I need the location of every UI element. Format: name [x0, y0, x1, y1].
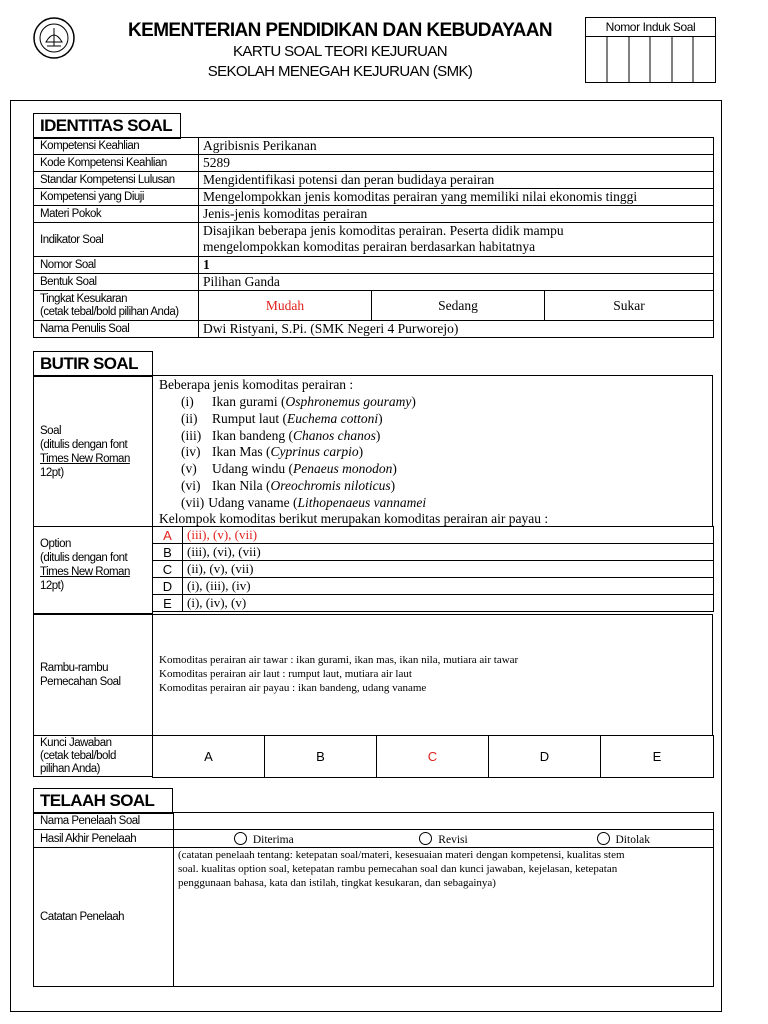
label-kompetensi-diuji: Kompetensi yang Diuji — [34, 189, 199, 206]
label-standar-kompetensi: Standar Kompetensi Lulusan — [34, 172, 199, 189]
value-nomor-soal: 1 — [199, 257, 714, 274]
school-title: SEKOLAH MENEGAH KEJURUAN (SMK) — [207, 63, 473, 80]
value-kode-kompetensi: 5289 — [199, 155, 714, 172]
ministry-logo — [32, 16, 76, 60]
soal-label-cell — [33, 375, 153, 527]
label-tingkat-kesukaran — [34, 291, 199, 321]
soal-question: Kelompok komoditas berikut merupakan komoditas perairan air payau : — [159, 511, 549, 526]
soal-label — [40, 424, 130, 480]
kunci-label — [40, 737, 116, 776]
rambu-label-1: Rambu-rambu — [40, 662, 108, 674]
hasil-revisi-label: Revisi — [438, 833, 468, 846]
soal-item-name: Ikan bandeng ( — [212, 427, 293, 443]
option-text-b: (iii), (vi), (vii) — [183, 544, 714, 561]
row-kompetensi-keahlian — [34, 138, 714, 155]
rambu-content-cell — [152, 614, 713, 736]
label-indikator-soal: Indikator Soal — [34, 223, 199, 257]
kunci-option-b[interactable]: B — [265, 736, 377, 778]
ministry-title: KEMENTERIAN PENDIDIKAN DAN KEBUDAYAAN — [128, 20, 552, 41]
catatan-line-1: (catatan penelaah tentang: ketepatan soal/materi, kesesuaian materi dengan kompetensi, kualitas stem — [178, 849, 625, 861]
nomor-induk-soal-label: Nomor Induk Soal — [586, 18, 715, 37]
soal-item-latin: Osphronemus gouramy — [285, 394, 412, 409]
label-hasil-akhir: Hasil Akhir Penelaah — [34, 830, 174, 848]
option-label-cell — [33, 526, 153, 614]
row-standar-kompetensi — [34, 172, 714, 189]
row-kompetensi-diuji — [34, 189, 714, 206]
hasil-ditolak[interactable] — [534, 830, 714, 848]
telaah-table — [33, 812, 714, 987]
nomor-induk-soal-box — [585, 17, 716, 83]
indikator-line-1: Disajikan beberapa jenis komoditas perairan. Peserta didik mampu — [203, 223, 564, 238]
indikator-line-2: mengelompokkan komoditas perairan berdasarkan habitatnya — [203, 239, 536, 254]
soal-item-number: (i) — [181, 394, 194, 409]
option-row-b[interactable] — [153, 544, 714, 561]
kunci-label-cell — [33, 735, 153, 777]
soal-item-number: (vi) — [181, 478, 201, 493]
soal-item-close: ) — [392, 461, 397, 477]
soal-item — [181, 478, 395, 494]
hasil-ditolak-label: Ditolak — [615, 833, 650, 846]
option-text-a: (iii), (v), (vii) — [183, 527, 714, 544]
soal-item-number: (iv) — [181, 444, 201, 460]
kunci-option-e[interactable]: E — [601, 736, 714, 778]
rambu-line-1: Komoditas perairan air tawar : ikan gurami, ikan mas, ikan nila, mutiara air tawar — [159, 654, 519, 666]
soal-item-number: (v) — [181, 461, 197, 477]
nama-penelaah-field[interactable] — [174, 813, 714, 830]
option-text-d: (i), (iii), (iv) — [183, 578, 714, 595]
tingkat-sukar[interactable]: Sukar — [545, 291, 714, 321]
kunci-table — [152, 735, 714, 778]
option-label — [40, 537, 130, 593]
option-letter-d: D — [153, 578, 183, 595]
soal-item — [181, 495, 426, 511]
tingkat-label-1: Tingkat Kesukaran — [40, 292, 127, 305]
soal-item — [181, 411, 383, 427]
value-bentuk-soal: Pilihan Ganda — [199, 274, 714, 291]
soal-label-4: 12pt) — [40, 467, 64, 479]
catatan-penelaah-field[interactable] — [174, 848, 714, 987]
value-kompetensi-diuji: Mengelompokkan jenis komoditas perairan yang memiliki nilai ekonomis tinggi — [199, 189, 714, 206]
label-kompetensi-keahlian: Kompetensi Keahlian — [34, 138, 199, 155]
option-letter-e: E — [153, 595, 183, 612]
soal-item — [181, 428, 380, 444]
value-standar-kompetensi: Mengidentifikasi potensi dan peran budidaya perairan — [199, 172, 714, 189]
kunci-label-1: Kunci Jawaban — [40, 737, 112, 749]
tingkat-sedang[interactable]: Sedang — [372, 291, 545, 321]
soal-item-number: (ii) — [181, 410, 198, 426]
tingkat-label-2: (cetak tebal/bold pilihan Anda) — [40, 305, 179, 318]
nomor-induk-soal-cells — [586, 36, 715, 82]
soal-item-close: ) — [390, 478, 396, 493]
soal-item-latin: Chanos chanos — [292, 427, 376, 443]
option-row-c[interactable] — [153, 561, 714, 578]
kunci-label-2: (cetak tebal/bold — [40, 750, 116, 762]
value-materi-pokok: Jenis-jenis komoditas perairan — [199, 206, 714, 223]
hasil-diterima[interactable] — [174, 830, 354, 848]
kunci-option-d[interactable]: D — [489, 736, 601, 778]
soal-label-3: Times New Roman — [40, 453, 130, 465]
row-bentuk-soal — [34, 274, 714, 291]
rambu-line-2: Komoditas perairan air laut : rumput laut, mutiara air laut — [159, 668, 412, 680]
option-label-2: (ditulis dengan font — [40, 552, 128, 564]
soal-item-close: ) — [378, 410, 383, 426]
soal-item-name: Ikan gurami ( — [212, 394, 286, 409]
soal-item-name: Ikan Nila ( — [212, 478, 271, 493]
rambu-line-3: Komoditas perairan air payau : ikan bandeng, udang vaname — [159, 682, 427, 694]
radio-icon — [597, 832, 610, 845]
option-letter-c: C — [153, 561, 183, 578]
label-penulis-soal: Nama Penulis Soal — [34, 321, 199, 338]
row-nomor-soal — [34, 257, 714, 274]
row-indikator-soal — [34, 223, 714, 257]
option-row-d[interactable] — [153, 578, 714, 595]
soal-item — [181, 461, 397, 477]
telaah-heading: TELAAH SOAL — [33, 788, 173, 814]
soal-label-1: Soal — [40, 425, 62, 437]
row-nama-penelaah — [34, 813, 714, 830]
kunci-option-a[interactable]: A — [153, 736, 265, 778]
kunci-option-c[interactable]: C — [377, 736, 489, 778]
label-catatan-penelaah: Catatan Penelaah — [34, 848, 174, 987]
soal-item-name: Udang vaname ( — [208, 494, 298, 510]
soal-item-latin: Oreochromis niloticus — [270, 478, 391, 493]
hasil-diterima-label: Diterima — [252, 833, 294, 846]
hasil-revisi[interactable] — [354, 830, 534, 848]
row-penulis-soal — [34, 321, 714, 338]
rambu-label-2: Pemecahan Soal — [40, 676, 121, 688]
label-nama-penelaah: Nama Penelaah Soal — [34, 813, 174, 830]
soal-item-latin: Penaeus monodon — [293, 461, 393, 477]
tingkat-mudah[interactable]: Mudah — [199, 291, 372, 321]
soal-content-cell — [152, 375, 713, 527]
option-label-1: Option — [40, 538, 71, 550]
soal-item-number: (iii) — [181, 427, 202, 443]
option-label-4: 12pt) — [40, 580, 64, 592]
soal-intro: Beberapa jenis komoditas perairan : — [159, 377, 354, 392]
butir-heading: BUTIR SOAL — [33, 351, 153, 377]
soal-item-close: ) — [358, 444, 364, 460]
identitas-table — [33, 137, 714, 338]
soal-item-latin: Euchema cottoni — [287, 410, 379, 426]
options-table — [152, 526, 714, 612]
option-row-e[interactable] — [153, 595, 714, 612]
soal-item-close: ) — [411, 394, 416, 409]
rambu-label-cell — [33, 614, 153, 736]
soal-label-2: (ditulis dengan font — [40, 439, 128, 451]
option-label-3: Times New Roman — [40, 566, 130, 578]
soal-item-close: ) — [375, 427, 381, 443]
soal-item-latin: Lithopenaeus vannamei — [297, 494, 427, 510]
catatan-line-3: penggunaan bahasa, kata dan istilah, tingkat kesukaran, dan sebagainya) — [178, 877, 496, 889]
row-kode-kompetensi — [34, 155, 714, 172]
soal-item-name: Rumput laut ( — [212, 410, 287, 426]
value-indikator-soal — [199, 223, 714, 257]
radio-icon — [419, 832, 432, 845]
identitas-heading: IDENTITAS SOAL — [33, 113, 181, 139]
soal-item — [181, 394, 416, 410]
soal-item-latin: Cyprinus carpio — [270, 444, 359, 460]
soal-item-name: Udang windu ( — [212, 461, 293, 477]
catatan-line-2: soal. kualitas option soal, ketepatan rambu pemecahan soal dan kunci jawaban, kejelasan, ketepatan — [178, 863, 618, 875]
option-row-a[interactable] — [153, 527, 714, 544]
value-kompetensi-keahlian: Agribisnis Perikanan — [199, 138, 714, 155]
row-materi-pokok — [34, 206, 714, 223]
option-letter-b: B — [153, 544, 183, 561]
rambu-label — [40, 661, 121, 689]
soal-item — [181, 444, 363, 460]
card-title: KARTU SOAL TEORI KEJURUAN — [233, 43, 447, 60]
row-catatan-penelaah — [34, 848, 714, 987]
row-hasil-akhir — [34, 830, 714, 848]
label-kode-kompetensi: Kode Kompetensi Keahlian — [34, 155, 199, 172]
option-text-e: (i), (iv), (v) — [183, 595, 714, 612]
soal-item-number: (vii) — [181, 494, 205, 510]
value-penulis-soal: Dwi Ristyani, S.Pi. (SMK Negeri 4 Purworejo) — [199, 321, 714, 338]
radio-icon — [234, 832, 247, 845]
option-letter-a: A — [153, 527, 183, 544]
label-nomor-soal: Nomor Soal — [34, 257, 199, 274]
option-text-c: (ii), (v), (vii) — [183, 561, 714, 578]
soal-item-name: Ikan Mas ( — [212, 444, 271, 460]
label-materi-pokok: Materi Pokok — [34, 206, 199, 223]
row-tingkat-kesukaran — [34, 291, 714, 321]
label-bentuk-soal: Bentuk Soal — [34, 274, 199, 291]
kunci-label-3: pilihan Anda) — [40, 763, 100, 775]
